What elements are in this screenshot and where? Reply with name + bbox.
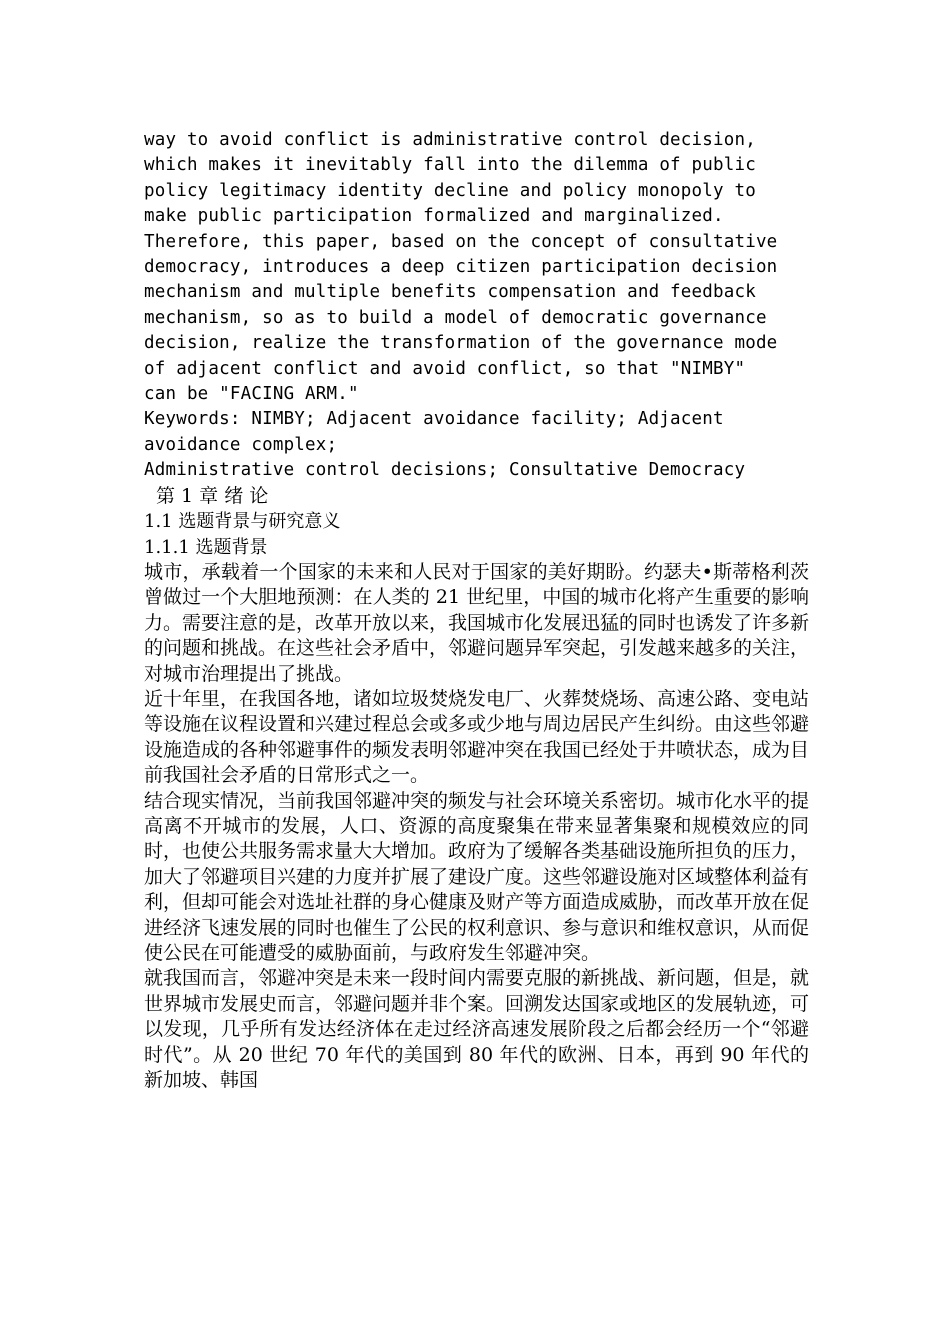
abstract-line: Therefore, this paper, based on the concept of consultative xyxy=(144,231,778,252)
body-paragraph: 结合现实情况，当前我国邻避冲突的频发与社会环境关系密切。城市化水平的提高离不开城市的发展，人口、资源的高度聚集在带来显著集聚和规模效应的同时，也使公共服务需求量大大增加。政府为了缓解各类基础设施所担负的压力，加大了邻避项目兴建的力度并扩展了建设广度。这些邻避设施对区域整体利益有利，但却可能会对选址社群的身心健康及财产等方面造成威胁，而改革开放在促进经济飞速发展的同时也催生了公民的权利意识、参与意识和维权意识，从而促使公民在可能遭受的威胁面前，与政府发生邻避冲突。 xyxy=(144,789,810,964)
keywords-line: Keywords: NIMBY; Adjacent avoidance facility; Adjacent xyxy=(144,409,724,430)
subsection-heading: 1.1.1 选题背景 xyxy=(144,536,268,558)
english-abstract xyxy=(144,128,809,484)
abstract-line: of adjacent conflict and avoid conflict, so that "NIMBY" xyxy=(144,358,746,379)
abstract-line: democracy, introduces a deep citizen participation decision xyxy=(144,257,778,278)
abstract-line: make public participation formalized and marginalized. xyxy=(144,206,724,227)
abstract-line: which makes it inevitably fall into the dilemma of public xyxy=(144,155,756,176)
abstract-line: mechanism, so as to build a model of democratic governance xyxy=(144,307,767,328)
abstract-line: policy legitimacy identity decline and policy monopoly to xyxy=(144,180,756,201)
keywords-line: avoidance complex; xyxy=(144,434,338,455)
chapter-heading: 第 1 章 绪 论 xyxy=(156,484,269,507)
section-heading: 1.1 选题背景与研究意义 xyxy=(144,511,341,533)
abstract-line: can be "FACING ARM." xyxy=(144,384,359,405)
abstract-line: decision, realize the transformation of the governance mode xyxy=(144,333,778,354)
body-paragraph: 就我国而言，邻避冲突是未来一段时间内需要克服的新挑战、新问题，但是，就世界城市发展史而言，邻避问题并非个案。回溯发达国家或地区的发展轨迹，可以发现，几乎所有发达经济体在走过经济高速发展阶段之后都会经历一个“邻避时代”。从 20 世纪 70 年代的美国到 80 年代的欧洲、日本，再到 90 年代的新加坡、韩国 xyxy=(144,967,810,1092)
body-paragraph: 城市，承载着一个国家的未来和人民对于国家的美好期盼。约瑟夫•斯蒂格利茨曾做过一个大胆地预测：在人类的 21 世纪里，中国的城市化将产生重要的影响力。需要注意的是，改革开放以来，我国城市化发展迅猛的同时也诱发了许多新的问题和挑战。在这些社会矛盾中，邻避问题异军突起，引发越来越多的关注，对城市治理提出了挑战。 xyxy=(144,560,810,685)
abstract-line: way to avoid conflict is administrative control decision, xyxy=(144,130,756,150)
keywords-line: Administrative control decisions; Consultative Democracy xyxy=(144,460,746,481)
abstract-line: mechanism and multiple benefits compensation and feedback xyxy=(144,282,756,303)
body-paragraph: 近十年里，在我国各地，诸如垃圾焚烧发电厂、火葬焚烧场、高速公路、变电站等设施在议程设置和兴建过程总会或多或少地与周边居民产生纠纷。由这些邻避设施造成的各种邻避事件的频发表明邻避冲突在我国已经处于井喷状态，成为目前我国社会矛盾的日常形式之一。 xyxy=(144,687,810,787)
document-page xyxy=(144,128,809,1093)
